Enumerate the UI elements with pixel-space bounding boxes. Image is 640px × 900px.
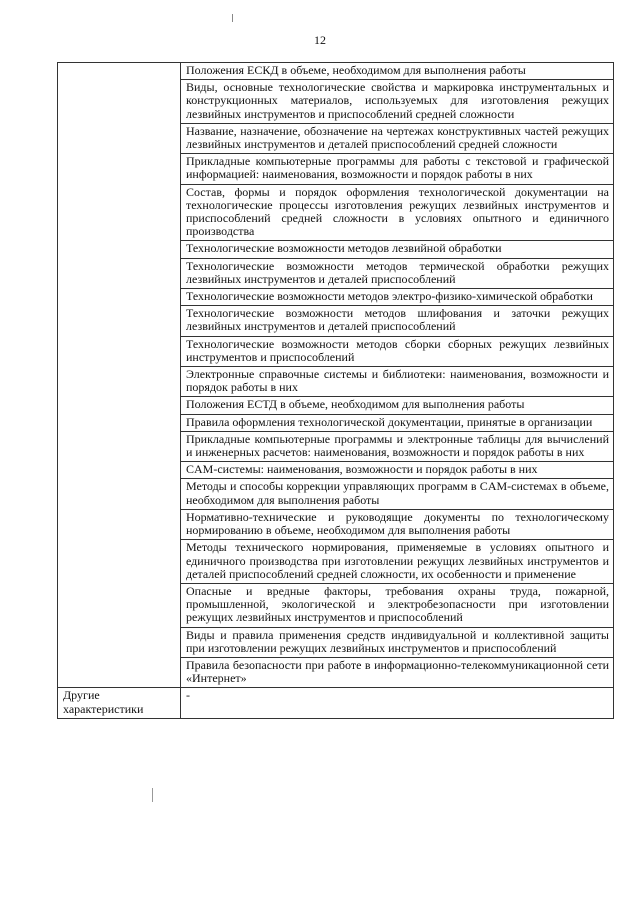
page-number: 12	[314, 33, 326, 47]
knowledge-item: Виды, основные технологические свойства и маркировка инструментальных и конструкционных материалов, используемых для изготовления режущих лезвийных инструментов и приспособлений средней сложности	[181, 80, 614, 124]
knowledge-item: Методы и способы коррекции управляющих программ в CAM-системах в объеме, необходимом для выполнения работы	[181, 479, 614, 509]
knowledge-item: Опасные и вредные факторы, требования охраны труда, пожарной, промышленной, экологической и электробезопасности при изготовлении режущих лезвийных инструментов и приспособлений	[181, 583, 614, 627]
knowledge-row-label	[58, 63, 181, 688]
knowledge-item: Технологические возможности методов лезвийной обработки	[181, 241, 614, 258]
knowledge-item: CAM-системы: наименования, возможности и порядок работы в них	[181, 462, 614, 479]
knowledge-item: Правила безопасности при работе в информационно-телекоммуникационной сети «Интернет»	[181, 657, 614, 687]
knowledge-item: Положения ЕСТД в объеме, необходимом для выполнения работы	[181, 397, 614, 414]
knowledge-table-body	[58, 63, 614, 719]
knowledge-item: Технологические возможности методов термической обработки режущих лезвийных инструментов и деталей приспособлений	[181, 258, 614, 288]
knowledge-item: Технологические возможности методов шлифования и заточки режущих лезвийных инструментов и деталей приспособлений	[181, 306, 614, 336]
knowledge-table	[57, 62, 614, 719]
knowledge-row	[58, 63, 614, 80]
knowledge-item: Прикладные компьютерные программы для работы с текстовой и графической информацией: наименования, возможности и порядок работы в них	[181, 154, 614, 184]
scan-mark	[152, 788, 153, 802]
knowledge-item: Электронные справочные системы и библиотеки: наименования, возможности и порядок работы в них	[181, 367, 614, 397]
knowledge-item: Прикладные компьютерные программы и электронные таблицы для вычислений и инженерных расчетов: наименования, возможности и порядок работы в них	[181, 431, 614, 461]
knowledge-item: Название, назначение, обозначение на чертежах конструктивных частей режущих лезвийных инструментов и деталей приспособлений средней сложности	[181, 123, 614, 153]
knowledge-item: Технологические возможности методов электро-физико-химической обработки	[181, 289, 614, 306]
knowledge-item: Положения ЕСКД в объеме, необходимом для выполнения работы	[181, 63, 614, 80]
knowledge-item: Технологические возможности методов сборки сборных режущих лезвийных инструментов и приспособлений	[181, 336, 614, 366]
other-characteristics-value: -	[181, 688, 614, 718]
knowledge-item: Правила оформления технологической документации, принятые в организации	[181, 414, 614, 431]
knowledge-item: Состав, формы и порядок оформления технологической документации на технологические процессы изготовления режущих лезвийных инструментов и приспособлений средней сложности в условиях опытного и единичного производства	[181, 184, 614, 241]
knowledge-item: Виды и правила применения средств индивидуальной и коллективной защиты при изготовлении режущих лезвийных инструментов и приспособлений	[181, 627, 614, 657]
other-characteristics-label: Другие характеристики	[58, 688, 181, 718]
scan-mark	[232, 14, 233, 22]
knowledge-item: Нормативно-технические и руководящие документы по технологическому нормированию в объеме, необходимом для выполнения работы	[181, 509, 614, 539]
other-characteristics-row	[58, 688, 614, 718]
knowledge-item: Методы технического нормирования, применяемые в условиях опытного и единичного производства при изготовлении режущих лезвийных инструментов и деталей приспособлений средней сложности, их особенности и применение	[181, 540, 614, 584]
